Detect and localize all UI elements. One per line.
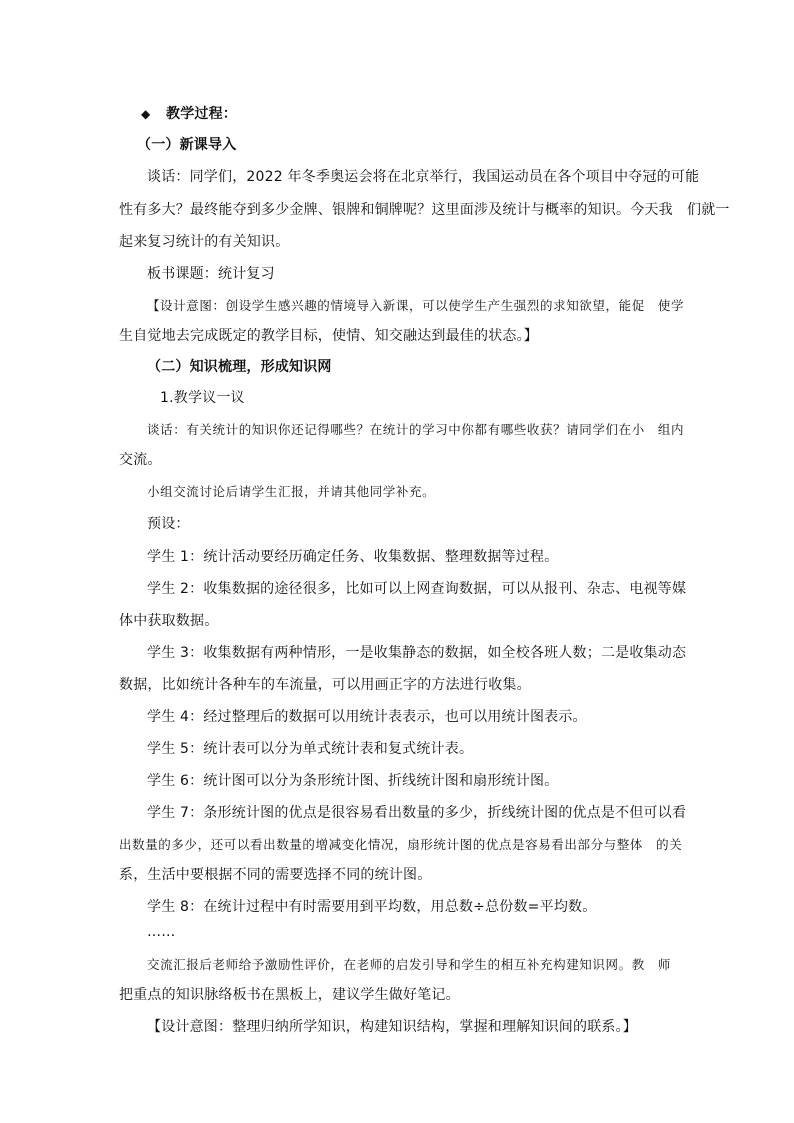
part1-design-line-2: 生自觉地去完成既定的教学目标，使情、知交融达到最佳的状态。】 [119, 328, 538, 344]
student-7-line-2: 出数量的多少，还可以看出数量的增减变化情况，扇形统计图的优点是容易看出部分与整体 的关 [119, 837, 683, 852]
student-6-line: 学生 6：统计图可以分为条形统计图、折线统计图和扇形统计图。 [147, 773, 559, 789]
part1-talk-line-2: 性有多大？最终能夺到多少金牌、银牌和铜牌呢？这里面涉及统计与概率的知识。今天我 们就一 [119, 202, 730, 218]
part1-design-line-1: 【设计意图：创设学生感兴趣的情境导入新课，可以使学生产生强烈的求知欲望，能促 使学 [147, 298, 685, 313]
student-8-line: 学生 8：在统计过程中有时需要用到平均数，用总数÷总份数=平均数。 [147, 899, 597, 915]
student-1-line: 学生 1：统计活动要经历确定任务、收集数据、整理数据等过程。 [147, 549, 559, 565]
student-3-line-1: 学生 3：收集数据有两种情形，一是收集静态的数据，如全校各班人数；二是收集动态 [147, 645, 687, 661]
student-4-line: 学生 4：经过整理后的数据可以用统计表表示，也可以用统计图表示。 [147, 709, 587, 725]
student-2-line-1: 学生 2：收集数据的途径很多，比如可以上网查询数据，可以从报刊、杂志、电视等媒 [147, 581, 687, 597]
part2-design-note: 【设计意图：整理归纳所学知识，构建知识结构，掌握和理解知识间的联系。】 [147, 1019, 637, 1035]
diamond-bullet-icon: ◆ [141, 107, 151, 121]
part2-group-report: 小组交流讨论后请学生汇报，并请其他同学补充。 [147, 484, 436, 499]
ellipsis-text: …… [147, 924, 176, 940]
student-3-line-2: 数据，比如统计各种车的车流量，可以用画正字的方法进行收集。 [119, 677, 531, 693]
part1-heading: （一）新课导入 [137, 137, 237, 153]
part2-subheading: 1.教学议一议 [160, 390, 245, 406]
part1-talk-line-3: 起来复习统计的有关知识。 [119, 234, 290, 250]
part2-preset-label: 预设： [147, 516, 190, 532]
student-5-line: 学生 5：统计表可以分为单式统计表和复式统计表。 [147, 741, 474, 757]
part1-talk-line-1: 谈话：同学们，2022 年冬季奥运会将在北京举行，我国运动员在各个项目中夺冠的可能 [147, 169, 700, 185]
part2-summary-line-1: 交流汇报后老师给予激励性评价，在老师的启发引导和学生的相互补充构建知识网。教 师 [147, 957, 672, 972]
part2-summary-line-2: 把重点的知识脉络板书在黑板上，建议学生做好笔记。 [119, 987, 460, 1003]
part2-heading: （二）知识梳理，形成知识网 [147, 359, 332, 375]
student-7-line-1: 学生 7：条形统计图的优点是很容易看出数量的多少，折线统计图的优点是不但可以看 [147, 805, 687, 821]
part1-board-title: 板书课题：统计复习 [147, 266, 275, 282]
part2-talk-line-2: 交流。 [119, 452, 162, 468]
student-2-line-2: 体中获取数据。 [119, 613, 219, 629]
part2-talk-line-1: 谈话：有关统计的知识你还记得哪些？在统计的学习中你都有哪些收获？请同学们在小 组内 [147, 422, 685, 437]
student-7-line-3: 系，生活中要根据不同的需要选择不同的统计图。 [119, 867, 432, 883]
section-title: 教学过程： [166, 106, 237, 122]
